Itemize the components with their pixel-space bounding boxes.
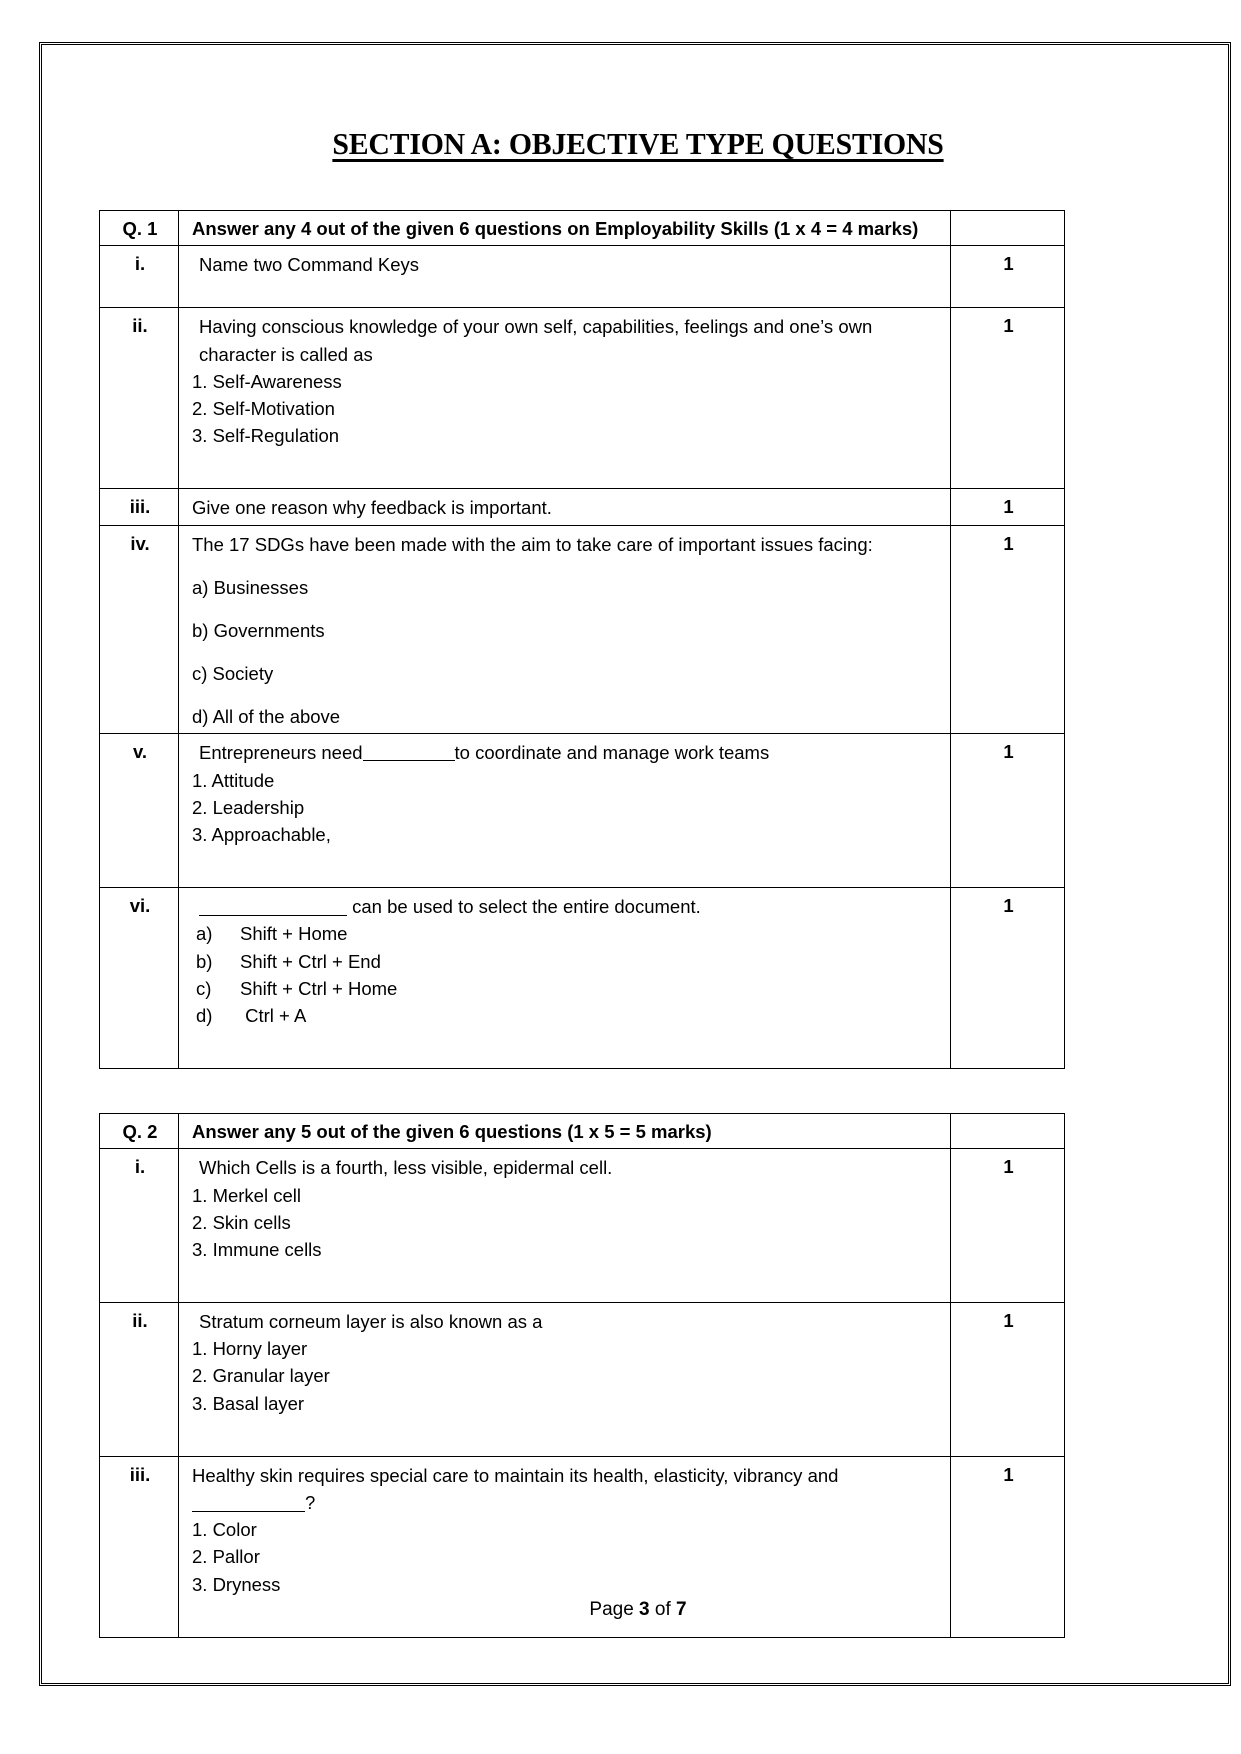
option-item: 1. Color: [192, 1519, 257, 1541]
option-item: 1. Merkel cell: [192, 1184, 301, 1206]
option-item: 2. Skin cells: [192, 1211, 291, 1233]
option-label: c): [196, 977, 212, 999]
option-item: 1. Horny layer: [192, 1338, 308, 1360]
option-list: [192, 574, 944, 731]
question-stem-after: to coordinate and manage work teams: [454, 742, 770, 764]
table-row: [100, 734, 1065, 888]
option-list: [192, 920, 944, 1065]
row-index: ii.: [100, 308, 179, 489]
option-label: b): [196, 950, 213, 972]
table-row: [100, 525, 1065, 734]
row-index: i.: [100, 1149, 179, 1303]
marks-cell: 1: [951, 1149, 1065, 1303]
option-text: Shift + Ctrl + End: [240, 950, 381, 972]
question-stem: Name two Command Keys: [199, 254, 420, 276]
option-item: 2. Self-Motivation: [192, 397, 335, 419]
fill-in-blank: [363, 760, 455, 761]
question-body: [179, 1303, 951, 1457]
marks-cell: 1: [951, 1303, 1065, 1457]
question-stem: Give one reason why feedback is important.: [192, 497, 552, 519]
page-content-area: [98, 79, 1178, 1655]
option-list: [192, 767, 944, 885]
option-item: [192, 1002, 944, 1029]
footer-total-pages: 7: [676, 1599, 687, 1620]
question-body: [179, 489, 951, 525]
row-index: iv.: [100, 525, 179, 734]
marks-cell: 1: [951, 489, 1065, 525]
row-index: v.: [100, 734, 179, 888]
question-body: [179, 308, 951, 489]
option-list: [192, 1182, 944, 1300]
question-1-table: [99, 210, 1065, 1069]
question-stem-after: can be used to select the entire document.: [347, 896, 701, 918]
option-item: 2. Leadership: [192, 796, 305, 818]
option-item: [192, 920, 944, 947]
table-row: [100, 489, 1065, 525]
table-row: [100, 1303, 1065, 1457]
question-body: [179, 734, 951, 888]
option-item: 3. Dryness: [192, 1573, 281, 1595]
option-text: Ctrl + A: [240, 1004, 307, 1026]
question-number-q1: Q. 1: [100, 211, 179, 246]
question-stem: Which Cells is a fourth, less visible, epidermal cell.: [199, 1157, 613, 1179]
question-stem: Stratum corneum layer is also known as a: [199, 1311, 543, 1333]
page-border-frame: [39, 42, 1231, 1686]
question-stem: Having conscious knowledge of your own self, capabilities, feelings and one’s own character is called as: [199, 316, 873, 365]
question-stem: The 17 SDGs have been made with the aim to take care of important issues facing:: [192, 533, 873, 555]
question-stem-after: ?: [305, 1492, 316, 1513]
question-body: [179, 888, 951, 1069]
page-title: SECTION A: OBJECTIVE TYPE QUESTIONS: [332, 126, 944, 161]
marks-cell: 1: [951, 734, 1065, 888]
option-list: [192, 1335, 944, 1453]
question-2-table: [99, 1113, 1065, 1638]
table-row-header: [100, 1114, 1065, 1149]
option-item: c) Society: [192, 663, 274, 685]
option-item: 3. Immune cells: [192, 1238, 322, 1260]
option-list: [192, 368, 944, 486]
table-row-header: [100, 211, 1065, 246]
marks-cell-header-q2: [951, 1114, 1065, 1149]
option-text: Shift + Home: [240, 923, 348, 945]
row-index: iii.: [100, 1456, 179, 1637]
marks-cell: 1: [951, 888, 1065, 1069]
option-item: b) Governments: [192, 619, 325, 641]
option-item: 1. Attitude: [192, 769, 275, 791]
footer-current-page: 3: [639, 1599, 650, 1620]
table-row: [100, 308, 1065, 489]
row-index: iii.: [100, 489, 179, 525]
row-index: ii.: [100, 1303, 179, 1457]
marks-cell: 1: [951, 246, 1065, 308]
option-item: [192, 948, 944, 975]
row-index: i.: [100, 246, 179, 308]
option-label: a): [196, 923, 213, 945]
option-item: [192, 975, 944, 1002]
option-item: 1. Self-Awareness: [192, 370, 342, 392]
question-stem: [192, 893, 944, 920]
question-stem: Healthy skin requires special care to maintain its health, elasticity, vibrancy and: [192, 1464, 839, 1486]
question-stem: [192, 739, 944, 766]
option-item: 2. Pallor: [192, 1546, 260, 1568]
marks-cell: 1: [951, 1456, 1065, 1637]
option-item: d) All of the above: [192, 706, 341, 728]
question-heading-q2: Answer any 5 out of the given 6 questions (1 x 5 = 5 marks): [179, 1114, 951, 1149]
option-item: a) Businesses: [192, 576, 309, 598]
page-footer: [98, 1599, 1178, 1621]
question-heading-q1: Answer any 4 out of the given 6 questions on Employability Skills (1 x 4 = 4 marks): [179, 211, 951, 246]
option-label: d): [196, 1004, 213, 1026]
question-body: [179, 525, 951, 734]
fill-in-blank: [199, 915, 347, 916]
question-body: [179, 1149, 951, 1303]
table-row: [100, 888, 1065, 1069]
question-body: [179, 246, 951, 308]
question-stem-blank-line: [192, 1489, 944, 1516]
option-item: 2. Granular layer: [192, 1365, 330, 1387]
option-item: 3. Basal layer: [192, 1392, 305, 1414]
table-row: [100, 1149, 1065, 1303]
option-item: 3. Self-Regulation: [192, 425, 340, 447]
row-index: vi.: [100, 888, 179, 1069]
option-item: 3. Approachable,: [192, 824, 331, 845]
table-row: [100, 246, 1065, 308]
question-stem-before: Entrepreneurs need: [199, 742, 363, 764]
footer-prefix: Page: [589, 1599, 640, 1620]
option-text: Shift + Ctrl + Home: [240, 977, 398, 999]
marks-cell-header-q1: [951, 211, 1065, 246]
question-number-q2: Q. 2: [100, 1114, 179, 1149]
footer-middle: of: [649, 1599, 677, 1620]
marks-cell: 1: [951, 308, 1065, 489]
fill-in-blank: [192, 1511, 305, 1512]
marks-cell: 1: [951, 525, 1065, 734]
